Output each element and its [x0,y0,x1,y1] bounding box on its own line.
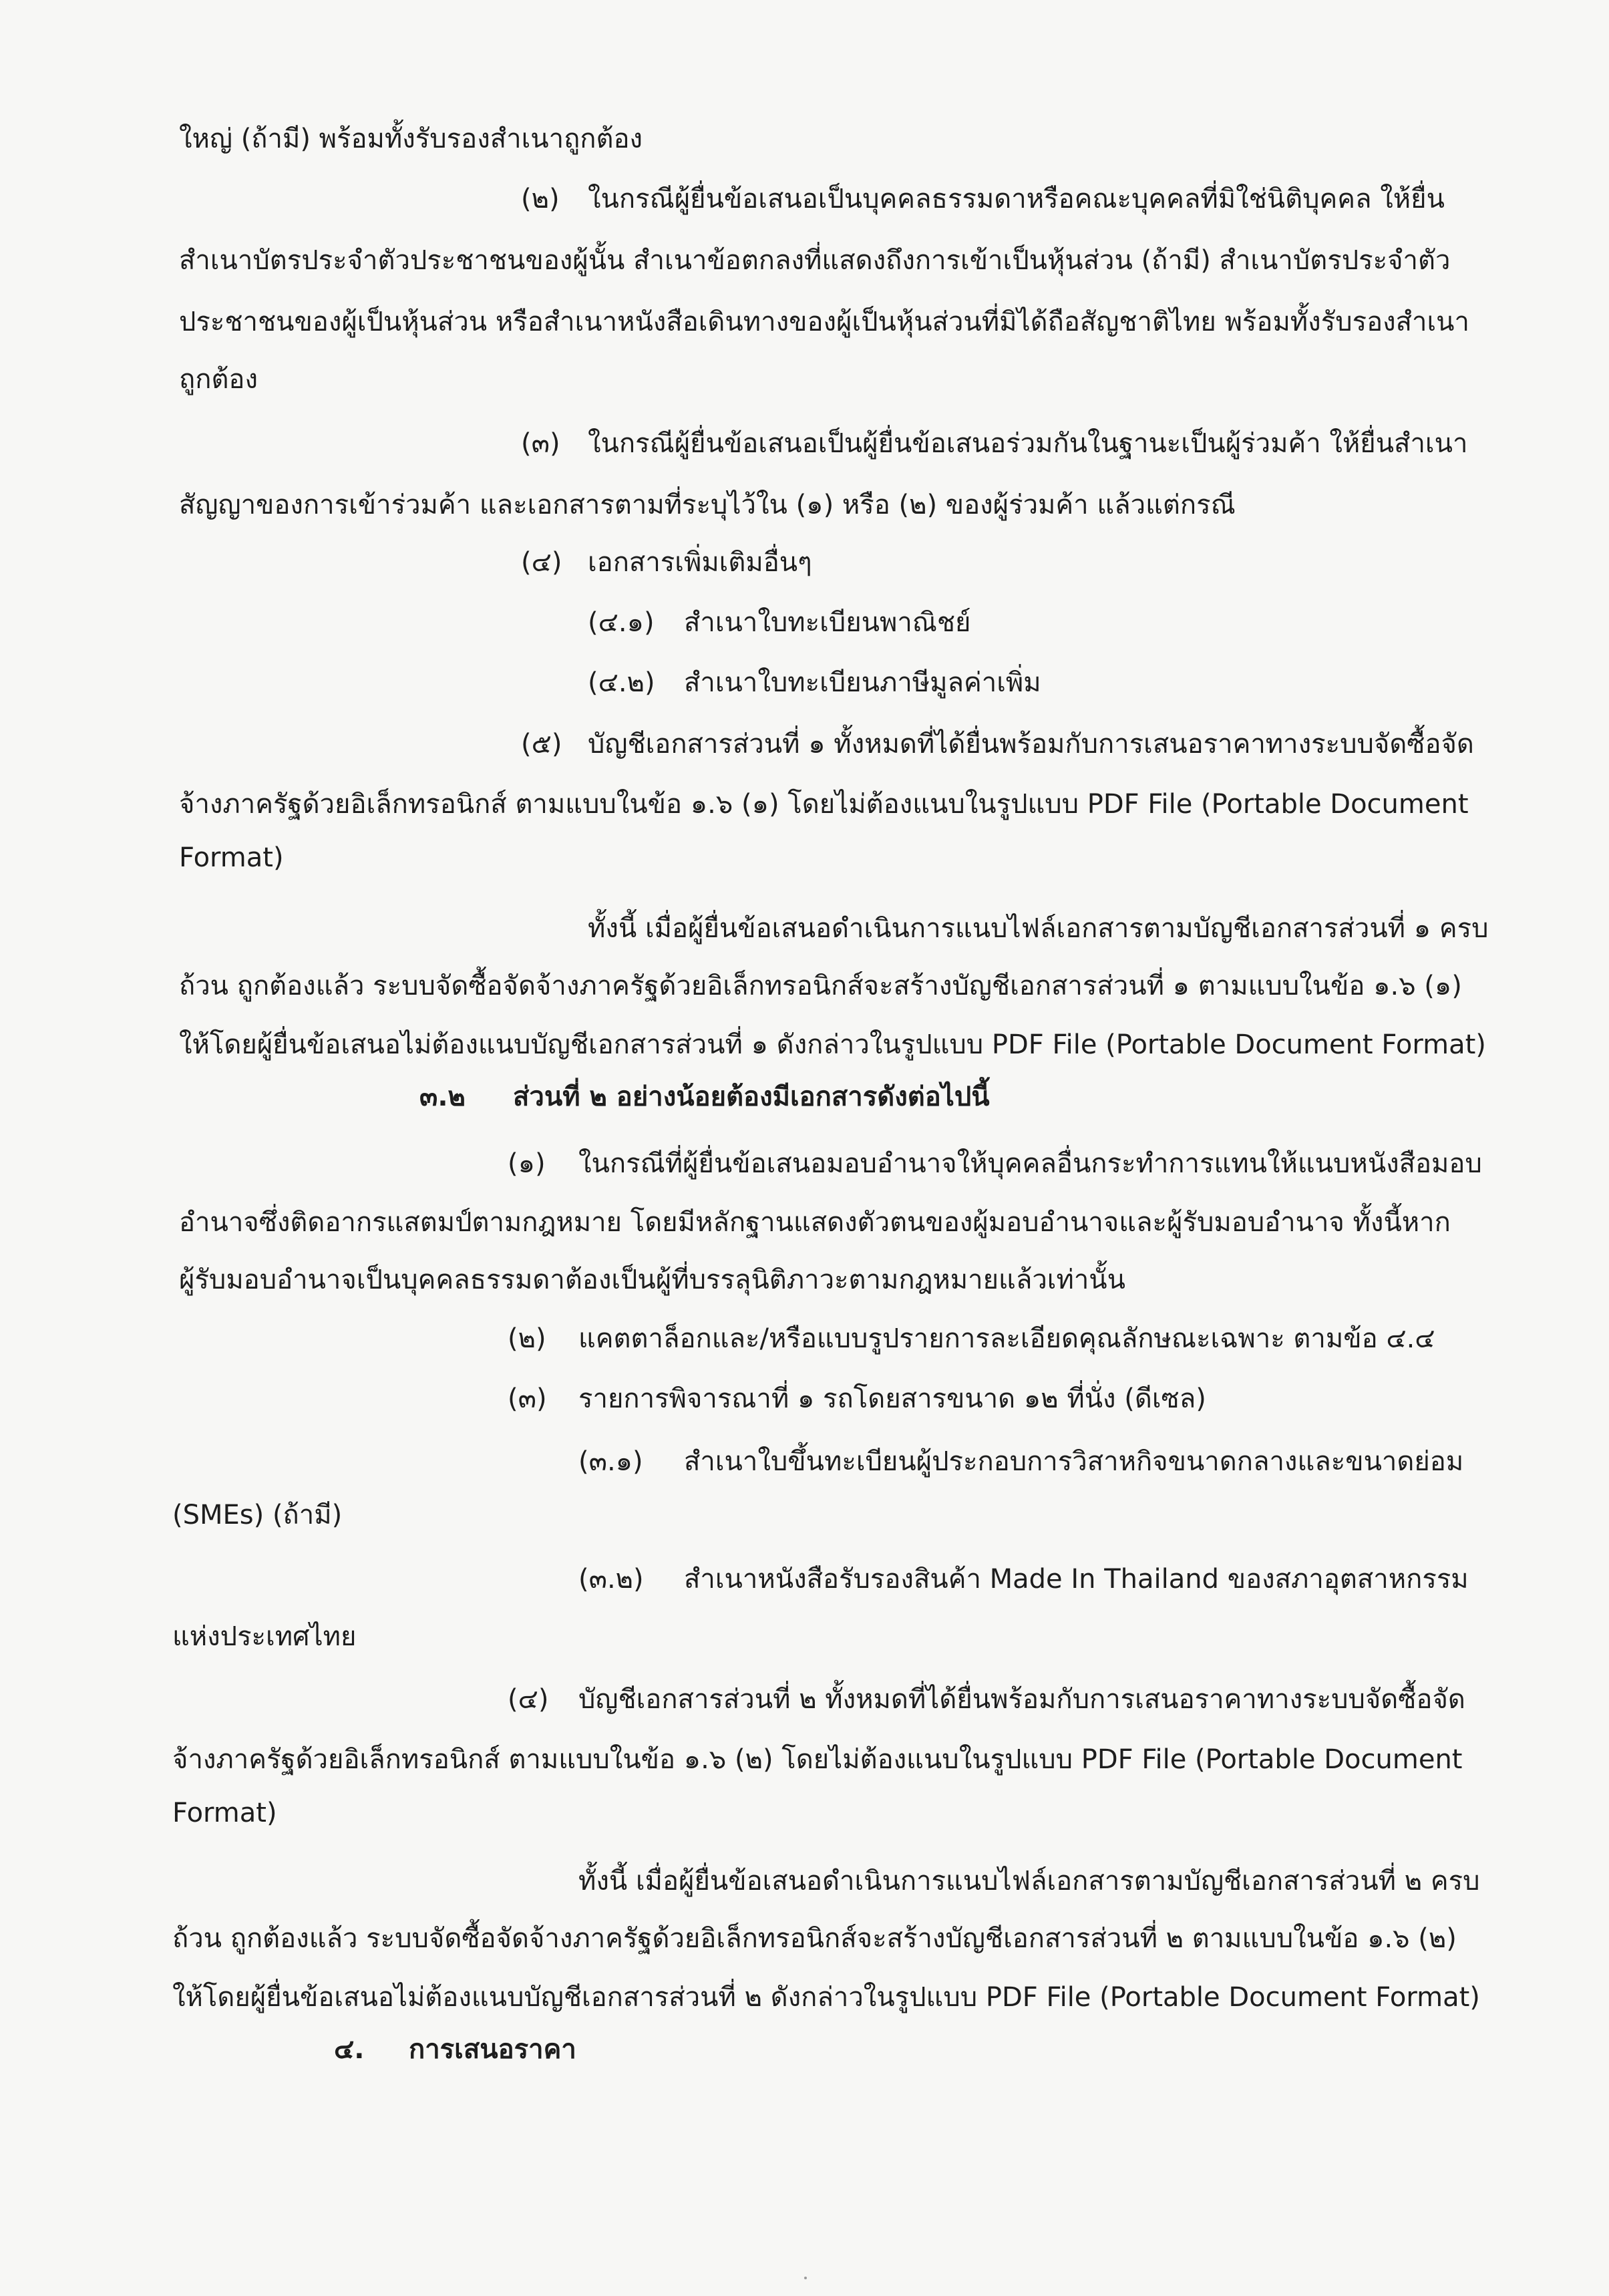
text-line: ถ้วน ถูกต้องแล้ว ระบบจัดซื้อจัดจ้างภาครัฐด้วยอิเล็กทรอนิกส์จะสร้างบัญชีเอกสารส่วนที่ ๑ ตามแบบในข้อ ๑.๖ (๑) [179,971,1462,1001]
item-number: (๓) [521,428,560,459]
item-number: (๔.๒) [588,667,655,698]
text-line: ในกรณีผู้ยื่นข้อเสนอเป็นบุคคลธรรมดาหรือคณะบุคคลที่มิใช่นิติบุคคล ให้ยื่น [588,184,1445,214]
section-heading: การเสนอราคา [409,2034,576,2065]
text-line: ประชาชนของผู้เป็นหุ้นส่วน หรือสำเนาหนังสือเดินทางของผู้เป็นหุ้นส่วนที่มิได้ถือสัญชาติไทย พร้อมทั้งรับรองสำเนา [179,307,1469,337]
item-number: (๓) [508,1383,547,1414]
section-heading: ส่วนที่ ๒ อย่างน้อยต้องมีเอกสารดังต่อไปนี้ [513,1082,990,1112]
text-line: ในกรณีผู้ยื่นข้อเสนอเป็นผู้ยื่นข้อเสนอร่วมกันในฐานะเป็นผู้ร่วมค้า ให้ยื่นสำเนา [588,428,1468,459]
text-line: สำเนาหนังสือรับรองสินค้า Made In Thailand ของสภาอุตสาหกรรม [684,1564,1469,1595]
text-line: ถูกต้อง [179,364,258,395]
text-line: Format) [172,1798,277,1828]
text-line: เอกสารเพิ่มเติมอื่นๆ [588,547,812,578]
section-number: ๔. [334,2034,365,2065]
item-number: (๑) [508,1148,546,1179]
item-number: (๔) [521,547,562,578]
text-line: บัญชีเอกสารส่วนที่ ๑ ทั้งหมดที่ได้ยื่นพร้อมกับการเสนอราคาทางระบบจัดซื้อจัด [588,729,1474,760]
text-line: ใหญ่ (ถ้ามี) พร้อมทั้งรับรองสำเนาถูกต้อง [179,124,643,154]
item-number: (๔.๑) [588,607,655,638]
text-line: จ้างภาครัฐด้วยอิเล็กทรอนิกส์ ตามแบบในข้อ ๑.๖ (๒) โดยไม่ต้องแนบในรูปแบบ PDF File (Portable Document [172,1744,1463,1775]
text-line: ในกรณีที่ผู้ยื่นข้อเสนอมอบอำนาจให้บุคคลอื่นกระทำการแทนให้แนบหนังสือมอบ [578,1148,1482,1179]
text-line: จ้างภาครัฐด้วยอิเล็กทรอนิกส์ ตามแบบในข้อ ๑.๖ (๑) โดยไม่ต้องแนบในรูปแบบ PDF File (Portable Document [179,789,1469,820]
text-line: บัญชีเอกสารส่วนที่ ๒ ทั้งหมดที่ได้ยื่นพร้อมกับการเสนอราคาทางระบบจัดซื้อจัด [578,1684,1465,1715]
text-line: ทั้งนี้ เมื่อผู้ยื่นข้อเสนอดำเนินการแนบไฟล์เอกสารตามบัญชีเอกสารส่วนที่ ๑ ครบ [588,913,1489,944]
item-number: (๓.๑) [578,1446,643,1477]
item-number: (๒) [508,1323,546,1354]
text-line: ผู้รับมอบอำนาจเป็นบุคคลธรรมดาต้องเป็นผู้ที่บรรลุนิติภาวะตามกฎหมายแล้วเท่านั้น [179,1265,1125,1295]
text-line: สำเนาใบทะเบียนพาณิชย์ [684,607,971,638]
text-line: ให้โดยผู้ยื่นข้อเสนอไม่ต้องแนบบัญชีเอกสารส่วนที่ ๒ ดังกล่าวในรูปแบบ PDF File (Portable Document Format) [172,1982,1480,2013]
text-line: ให้โดยผู้ยื่นข้อเสนอไม่ต้องแนบบัญชีเอกสารส่วนที่ ๑ ดังกล่าวในรูปแบบ PDF File (Portable Document Format) [179,1029,1486,1060]
item-number: (๓.๒) [578,1564,644,1595]
item-number: (๔) [508,1684,549,1715]
section-number: ๓.๒ [419,1082,466,1112]
text-line: อำนาจซึ่งติดอากรแสตมป์ตามกฎหมาย โดยมีหลักฐานแสดงตัวตนของผู้มอบอำนาจและผู้รับมอบอำนาจ ทั้งนี้หาก [179,1207,1451,1238]
text-line: รายการพิจารณาที่ ๑ รถโดยสารขนาด ๑๒ ที่นั่ง (ดีเซล) [578,1383,1206,1414]
text-line: ถ้วน ถูกต้องแล้ว ระบบจัดซื้อจัดจ้างภาครัฐด้วยอิเล็กทรอนิกส์จะสร้างบัญชีเอกสารส่วนที่ ๒ ตามแบบในข้อ ๑.๖ (๒) [172,1923,1457,1954]
text-line: สำเนาใบทะเบียนภาษีมูลค่าเพิ่ม [684,667,1041,698]
text-line: สำเนาใบขึ้นทะเบียนผู้ประกอบการวิสาหกิจขนาดกลางและขนาดย่อม [684,1446,1464,1477]
scan-speck [804,2277,807,2279]
item-number: (๕) [521,729,562,760]
text-line: แห่งประเทศไทย [172,1621,357,1652]
text-line: สัญญาของการเข้าร่วมค้า และเอกสารตามที่ระบุไว้ใน (๑) หรือ (๒) ของผู้ร่วมค้า แล้วแต่กรณี [179,490,1236,520]
text-line: (SMEs) (ถ้ามี) [172,1500,343,1530]
text-line: ทั้งนี้ เมื่อผู้ยื่นข้อเสนอดำเนินการแนบไฟล์เอกสารตามบัญชีเอกสารส่วนที่ ๒ ครบ [578,1866,1480,1897]
text-line: Format) [179,842,284,873]
item-number: (๒) [521,184,560,214]
text-line: แคตตาล็อกและ/หรือแบบรูปรายการละเอียดคุณลักษณะเฉพาะ ตามข้อ ๔.๔ [578,1323,1435,1354]
text-line: สำเนาบัตรประจำตัวประชาชนของผู้นั้น สำเนาข้อตกลงที่แสดงถึงการเข้าเป็นหุ้นส่วน (ถ้ามี) สำเนาบัตรประจำตัว [179,245,1451,276]
